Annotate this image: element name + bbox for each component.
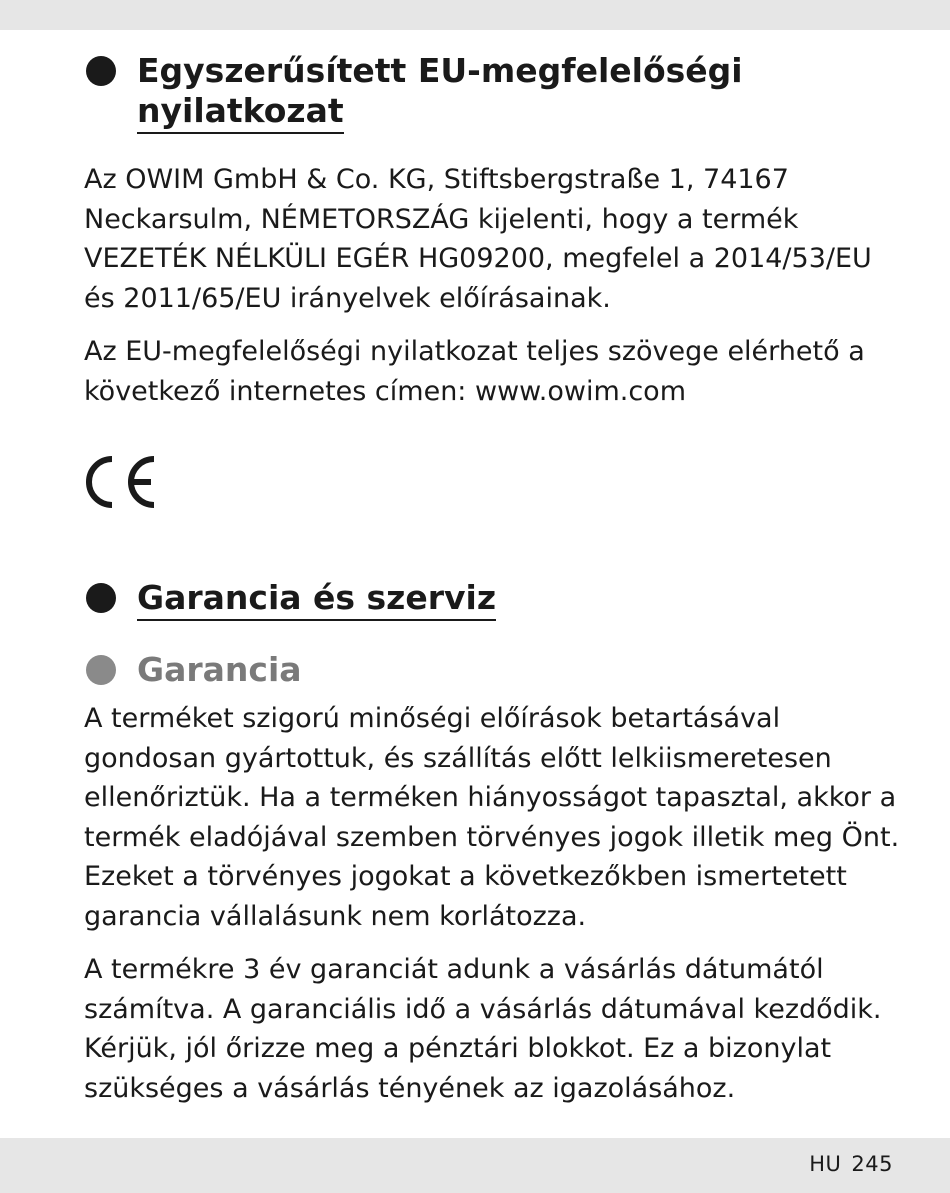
top-band — [0, 0, 950, 30]
warranty-subheading-text: Garancia — [137, 650, 302, 689]
bottom-band — [0, 1138, 950, 1193]
declaration-heading-line1: Egyszerűsített EU-megfelelőségi — [137, 51, 743, 90]
heading-bullet-icon — [86, 56, 116, 86]
warranty-service-heading-text: Garancia és szerviz — [137, 578, 496, 621]
warranty-paragraph-2: A termékre 3 év garanciát adunk a vásárlás dátumától számítva. A garanciális idő a vásárlás dátumával kezdődik. Kérjük, jól őrizze meg a pénztári blokkot. Ez a bizonylat szükséges a vásárlás tényének az igazolásához. — [84, 954, 882, 1104]
declaration-heading — [86, 51, 743, 131]
warranty-paragraph-1: A terméket szigorú minőségi előírások betartásával gondosan gyártottuk, és szállítás előtt lelkiismeretesen ellenőriztük. Ha a terméken hiányosságot tapasztal, akkor a termék eladójával szemben törvényes jogok illetik meg Önt. Ezeket a törvényes jogokat a következőkben ismertetett garancia vállalásunk nem korlátozza. — [84, 703, 900, 932]
ce-mark-icon — [84, 452, 162, 512]
declaration-paragraph-1: Az OWIM GmbH & Co. KG, Stiftsbergstraße 1, 74167 Neckarsulm, NÉMETORSZÁG kijelenti, hogy a termék VEZETÉK NÉLKÜLI EGÉR HG09200, megfelel a 2014/53/EU és 2011/65/EU irányelvek előírásainak. — [84, 164, 872, 314]
page-number — [809, 1152, 893, 1176]
warranty-subheading — [86, 650, 302, 690]
warranty-service-heading — [86, 578, 496, 618]
heading-bullet-icon — [86, 583, 116, 613]
declaration-heading-line2: nyilatkozat — [137, 91, 344, 134]
language-code: HU — [809, 1152, 842, 1176]
page-number-value: 245 — [851, 1152, 893, 1176]
declaration-paragraph-2: Az EU-megfelelőségi nyilatkozat teljes szövege elérhető a következő internetes címen: www.owim.com — [84, 336, 865, 407]
subheading-bullet-icon — [86, 655, 116, 685]
